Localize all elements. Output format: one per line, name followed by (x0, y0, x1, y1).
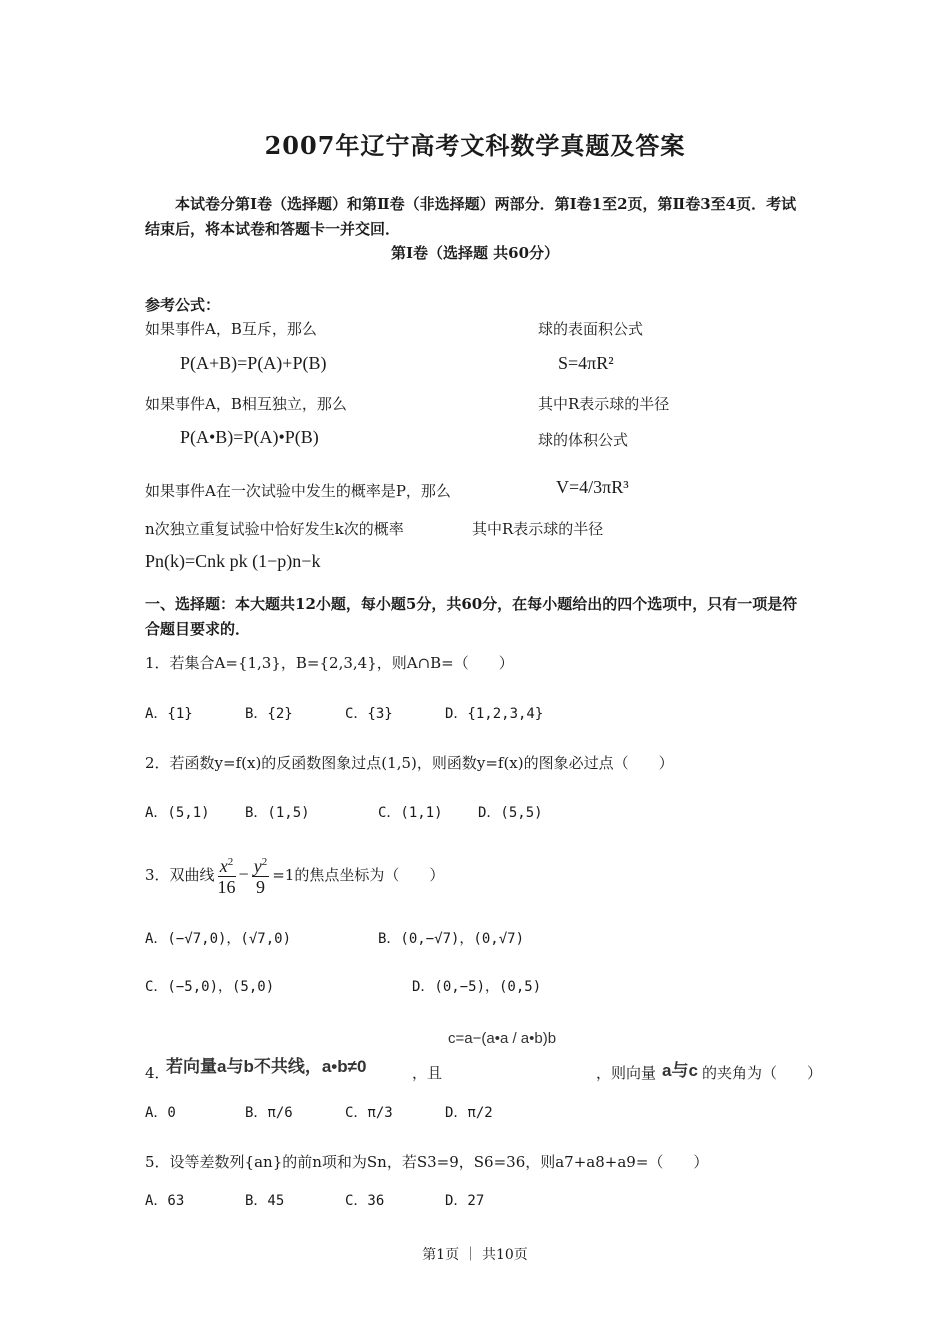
q2-option-b: B．(1,5) (245, 805, 310, 821)
formula-left-2: P(A+B)=P(A)+P(B) (180, 353, 327, 373)
q4-tail-2: 的夹角为（ ） (702, 1064, 823, 1082)
q4-option-c: C．π/3 (345, 1105, 393, 1121)
q5-option-c: C．36 (345, 1193, 385, 1209)
q3-stem-suffix: =1的焦点坐标为（ ） (272, 866, 445, 884)
q3-option-a: A．(−√7,0)，(√7,0) (145, 931, 292, 947)
q4-option-a: A．0 (145, 1105, 176, 1121)
q3-option-d: D．(0,−5)，(0,5) (412, 979, 542, 995)
intro-paragraph: 本试卷分第Ⅰ卷（选择题）和第Ⅱ卷（非选择题）两部分．第Ⅰ卷1至2页，第Ⅱ卷3至4页．考试结束后，将本试卷和答题卡一并交回． (145, 195, 797, 238)
formula-left-3: 如果事件A，B相互独立，那么 (145, 395, 347, 413)
q1-stem: 1．若集合A={1,3}，B={2,3,4}，则A∩B=（ ） (145, 654, 514, 672)
q4-option-b: B．π/6 (245, 1105, 293, 1121)
q1-option-a: A．{1} (145, 706, 193, 722)
formula-right-1: 球的表面积公式 (538, 320, 644, 338)
page-title: 2007年辽宁高考文科数学真题及答案 (264, 131, 686, 160)
q2-stem: 2．若函数y=f(x)的反函数图象过点(1,5)，则函数y=f(x)的图象必过点（ ） (145, 754, 674, 772)
q5-option-d: D．27 (445, 1193, 485, 1209)
q4-formula-image-text: c=a−(a•a / a•b)b (448, 1030, 557, 1047)
q5-stem: 5．设等差数列{an}的前n项和为Sn，若S3=9，S6=36，则a7+a8+a9=（ ） (145, 1153, 709, 1171)
q3-option-b: B．(0,−√7)，(0,√7) (378, 931, 525, 947)
formula-right-6: 其中R表示球的半径 (472, 520, 604, 538)
part1-title: 第Ⅰ卷（选择题 共60分） (390, 244, 560, 262)
q4-option-d: D．π/2 (445, 1105, 493, 1121)
q2-option-a: A．(5,1) (145, 805, 210, 821)
q4-mid-text: ，且 (412, 1064, 443, 1082)
formula-right-3: 其中R表示球的半径 (538, 395, 670, 413)
q1-option-b: B．{2} (245, 706, 293, 722)
q4-number: 4． (145, 1064, 170, 1082)
q1-option-c: C．{3} (345, 706, 393, 722)
q3-option-c: C．(−5,0)，(5,0) (145, 979, 275, 995)
q4-condition-image-text: 若向量a与b不共线，a•b≠0 (166, 1057, 367, 1076)
q4-tail-1: ，则向量 (596, 1064, 657, 1082)
q1-option-d: D．{1,2,3,4} (445, 706, 544, 722)
formula-right-2: S=4πR² (558, 353, 614, 373)
formula-left-4: P(A•B)=P(A)•P(B) (180, 427, 319, 447)
formula-left-5: 如果事件A在一次试验中发生的概率是P，那么 (145, 482, 451, 500)
formula-left-7: Pn(k)=Cnk pk (1−p)n−k (145, 551, 321, 571)
section1-heading: 一、选择题：本大题共12小题，每小题5分，共60分，在每小题给出的四个选项中，只有一项是符合题目要求的． (145, 595, 798, 638)
q5-option-b: B．45 (245, 1193, 285, 1209)
q3-fraction-x: $\frac{x^2}{16}$ (218, 852, 236, 897)
formula-left-6: n次独立重复试验中恰好发生k次的概率 (145, 520, 404, 538)
q5-option-a: A．63 (145, 1193, 185, 1209)
q4-vector-image-text: a与c (662, 1061, 698, 1080)
formula-right-5: V=4/3πR³ (556, 477, 629, 497)
q2-option-c: C．(1,1) (378, 805, 443, 821)
formula-heading: 参考公式： (145, 296, 221, 314)
q2-option-d: D．(5,5) (478, 805, 543, 821)
q3-stem: 3．双曲线 $\frac{x^2}{16}$ − $\frac{y^2}{9}$ =1的焦点坐标为（ ） (145, 852, 444, 897)
q3-stem-prefix: 3．双曲线 (145, 866, 215, 884)
formula-right-4: 球的体积公式 (538, 431, 629, 449)
q3-fraction-y: $\frac{y^2}{9}$ (252, 852, 270, 897)
page-footer: 第1页 ｜ 共10页 (422, 1247, 528, 1263)
formula-left-1: 如果事件A，B互斥，那么 (145, 320, 317, 338)
